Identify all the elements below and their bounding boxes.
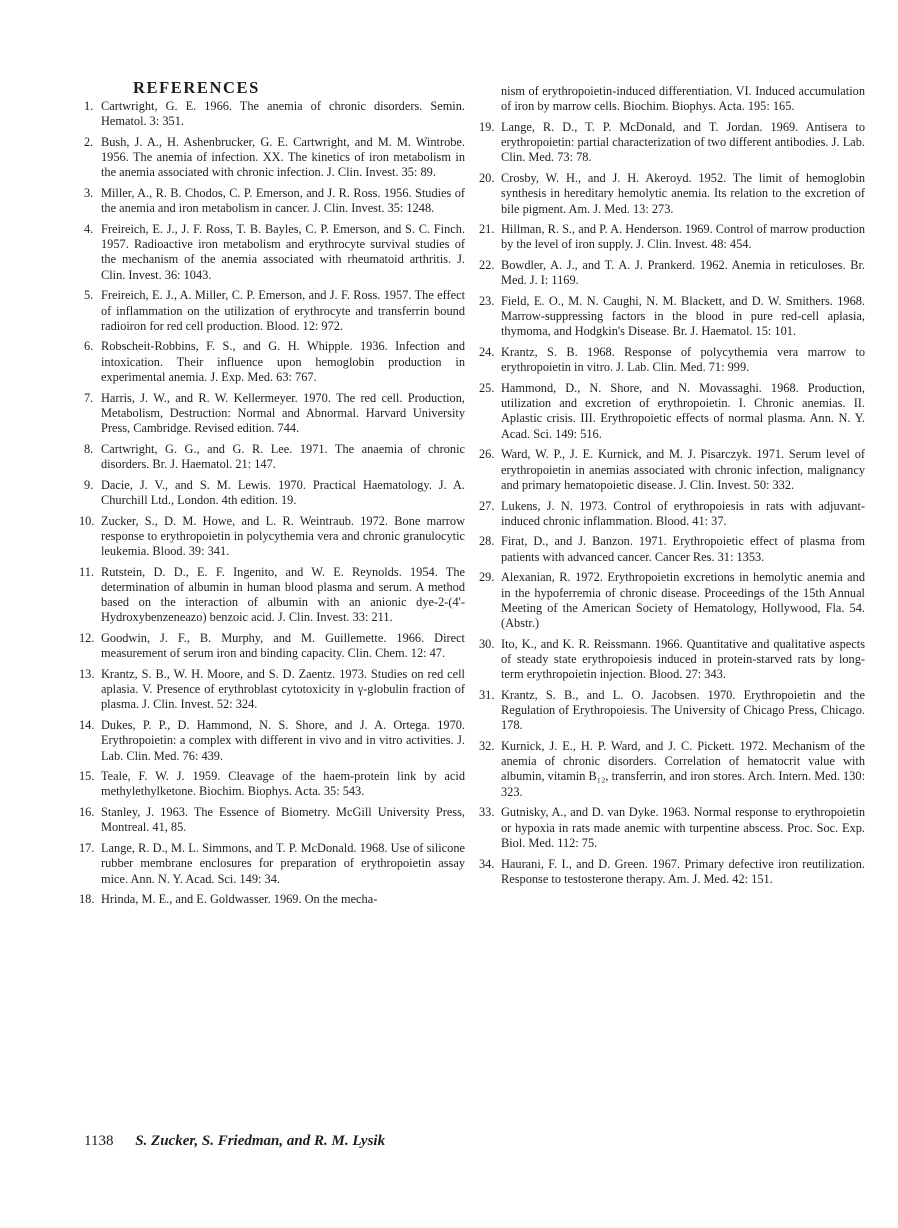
reference-text: Gutnisky, A., and D. van Dyke. 1963. Normal response to erythropoietin or hypoxia in rats made anemic with turpentine abscess. Proc. Soc. Exp. Biol. Med. 112: 75.: [501, 805, 865, 850]
reference-text: Dacie, J. V., and S. M. Lewis. 1970. Practical Haematology. J. A. Churchill Ltd., London. 4th edition. 19.: [101, 477, 465, 507]
reference-item: [479, 171, 865, 217]
reference-text: Ward, W. P., J. E. Kurnick, and M. J. Pisarczyk. 1971. Serum level of erythropoietin in anemias associated with chronic infection, malignancy and primary hematopoietic disease. J. Clin. Invest. 50: 332.: [501, 447, 865, 492]
page-number: 1138: [84, 1133, 114, 1149]
reference-text: Krantz, S. B. 1968. Response of polycythemia vera marrow to erythropoietin in vitro. J. Lab. Clin. Med. 71: 999.: [501, 345, 865, 375]
reference-number: 28.: [479, 534, 495, 549]
reference-text: Firat, D., and J. Banzon. 1971. Erythropoietic effect of plasma from patients with advanced cancer. Cancer Res. 31: 1353.: [501, 534, 865, 564]
reference-item: [479, 222, 865, 253]
reference-text: Freireich, E. J., J. F. Ross, T. B. Bayles, C. P. Emerson, and S. C. Finch. 1957. Radioactive iron metabolism and erythrocyte survival studies of the mechanism of the anemia associated with rheumatoid arthritis. J. Clin. Invest. 36: 1043.: [101, 221, 465, 282]
reference-text: Lange, R. D., T. P. McDonald, and T. Jordan. 1969. Antisera to erythropoietin: partial characterization of two different antibodies. J. Lab. Clin. Med. 73: 78.: [501, 119, 865, 165]
reference-item: [479, 258, 865, 289]
reference-number: 24.: [479, 345, 495, 360]
reference-number: 1.: [84, 99, 94, 113]
reference-text: nism of erythropoietin-induced differentiation. VI. Induced accumulation of iron by marrow cells. Biochim. Biophys. Acta. 195: 165.: [501, 84, 865, 114]
reference-item: [84, 391, 465, 437]
reference-text: Rutstein, D. D., E. F. Ingenito, and W. E. Reynolds. 1954. The determination of albumin in human blood plasma and serum. A method based on the interaction of albumin with an anionic dye-2-(4'-Hydroxybenzeneazo) benzoic acid. J. Clin. Invest. 33: 211.: [101, 564, 465, 625]
reference-number: 33.: [479, 805, 495, 820]
reference-item: [79, 805, 465, 836]
reference-item: [84, 288, 465, 334]
reference-text: Lukens, J. N. 1973. Control of erythropoiesis in rats with adjuvant-induced chronic inflammation. Blood. 41: 37.: [501, 498, 865, 528]
reference-number: 5.: [84, 288, 94, 303]
reference-text: Robscheit-Robbins, F. S., and G. H. Whipple. 1936. Infection and intoxication. Their influence upon hemoglobin production in experimental anemia. J. Exp. Med. 63: 767.: [101, 339, 465, 384]
reference-item: [79, 513, 465, 560]
reference-text: Krantz, S. B., W. H. Moore, and S. D. Zaentz. 1973. Studies on red cell aplasia. V. Presence of erythroblast cytotoxicity in γ-globulin fraction of plasma. J. Clin. Invest. 52: 324.: [101, 666, 465, 712]
references-heading: REFERENCES: [133, 78, 260, 97]
reference-text: Haurani, F. I., and D. Green. 1967. Primary defective iron reutilization. Response to testosterone therapy. Am. J. Med. 42: 151.: [501, 856, 865, 886]
reference-item: [479, 534, 865, 565]
reference-text: Cartwright, G. E. 1966. The anemia of chronic disorders. Semin. Hematol. 3: 351.: [101, 99, 465, 129]
reference-item: [479, 498, 865, 530]
reference-item: [479, 293, 865, 340]
reference-item: [479, 119, 865, 166]
reference-number: 7.: [84, 390, 94, 405]
reference-item: [479, 380, 865, 442]
reference-number: 15.: [79, 769, 95, 784]
reference-text: Miller, A., R. B. Chodos, C. P. Emerson, and J. R. Ross. 1956. Studies of the anemia and iron metabolism in cancer. J. Clin. Invest. 35: 1248.: [101, 186, 465, 216]
reference-text: Bush, J. A., H. Ashenbrucker, G. E. Cartwright, and M. M. Wintrobe. 1956. The anemia of infection. XX. The kinetics of iron metabolism in the anemia associated with chronic infection. J. Clin. Invest. 35: 89.: [101, 134, 465, 180]
reference-text: Cartwright, G. G., and G. R. Lee. 1971. The anaemia of chronic disorders. Br. J. Haematol. 21: 147.: [101, 441, 465, 471]
running-authors: S. Zucker, S. Friedman, and R. M. Lysik: [135, 1133, 386, 1149]
reference-continuation: [484, 84, 865, 115]
reference-text: Ito, K., and K. R. Reissmann. 1966. Quantitative and qualitative aspects of steady state erythropoiesis induced in protein-starved rats by long-term erythropoietin injection. Blood. 27: 343.: [501, 636, 865, 682]
reference-number: 12.: [79, 631, 95, 646]
reference-item: [79, 841, 465, 887]
reference-number: 22.: [479, 258, 495, 273]
reference-item: [84, 186, 465, 217]
reference-number: 8.: [84, 441, 94, 456]
reference-text: Teale, F. W. J. 1959. Cleavage of the haem-protein link by acid methylethylketone. Biochim. Biophys. Acta. 35: 543.: [101, 769, 465, 799]
reference-item: [479, 805, 865, 851]
reference-number: 10.: [79, 513, 95, 528]
reference-item: [84, 339, 465, 385]
reference-item: [84, 442, 465, 473]
reference-number: 29.: [479, 570, 495, 585]
reference-number: 3.: [84, 186, 94, 201]
reference-item: [79, 769, 465, 800]
reference-number: 9.: [84, 477, 94, 492]
reference-number: 30.: [479, 636, 495, 651]
reference-number: 17.: [79, 841, 95, 855]
reference-number: 31.: [479, 687, 495, 702]
reference-text: Bowdler, A. J., and T. A. J. Prankerd. 1962. Anemia in reticuloses. Br. Med. J. I: 1169.: [501, 258, 865, 288]
reference-text: Dukes, P. P., D. Hammond, N. S. Shore, and J. A. Ortega. 1970. Erythropoietin: a complex with different in vivo and in vitro activities. J. Lab. Clin. Med. 76: 439.: [101, 718, 465, 763]
reference-number: 25.: [479, 380, 495, 395]
reference-text: Lange, R. D., M. L. Simmons, and T. P. McDonald. 1968. Use of silicone rubber membrane enclosures for preparation of erythropoietin assay mice. Ann. N. Y. Acad. Sci. 149: 34.: [101, 841, 465, 886]
reference-item: [79, 564, 465, 626]
reference-item: [479, 636, 865, 683]
reference-text: Goodwin, J. F., B. Murphy, and M. Guillemette. 1966. Direct measurement of serum iron and binding capacity. Clin. Chem. 12: 47.: [101, 631, 465, 661]
reference-text: Hammond, D., N. Shore, and N. Movassaghi. 1968. Production, utilization and excretion of erythropoietin. I. Chronic anemias. II. Aplastic crisis. III. Erythropoietic effects of normal plasma. Ann. N. Y. Acad. Sci. 149: 516.: [501, 380, 865, 441]
reference-text: Kurnick, J. E., H. P. Ward, and J. C. Pickett. 1972. Mechanism of the anemia of chronic disorders. Correlation of hematocrit value with albumin, vitamin B₁₂, transferrin, and iron stores. Arch. Intern. Med. 130: 323.: [501, 738, 865, 799]
reference-item: [479, 345, 865, 376]
reference-number: 13.: [79, 666, 95, 681]
reference-item: [84, 135, 465, 181]
reference-text: Field, E. O., M. N. Caughi, N. M. Blackett, and D. W. Smithers. 1968. Marrow-suppressing factors in the blood in pure red-cell aplasia, thymoma, and Hodgkin's Disease. Br. J. Haematol. 15: 101.: [501, 293, 865, 339]
reference-item: [479, 570, 865, 631]
reference-number: 19.: [479, 119, 495, 134]
references-left-column: [79, 99, 465, 913]
reference-text: Krantz, S. B., and L. O. Jacobsen. 1970. Erythropoietin and the Regulation of Erythropoiesis. The University of Chicago Press, Chicago. 178.: [501, 687, 865, 733]
reference-number: 34.: [479, 856, 495, 871]
reference-number: 27.: [479, 498, 495, 513]
reference-number: 14.: [79, 718, 95, 733]
reference-item: [479, 447, 865, 493]
references-right-column: [479, 84, 865, 892]
reference-number: 6.: [84, 339, 94, 354]
reference-number: 26.: [479, 447, 495, 462]
reference-number: 2.: [84, 134, 94, 149]
reference-number: 4.: [84, 221, 94, 236]
reference-text: Crosby, W. H., and J. H. Akeroyd. 1952. The limit of hemoglobin synthesis in hereditary hemolytic anemia. Its relation to the excretion of bile pigment. Am. J. Med. 13: 273.: [501, 171, 865, 216]
reference-item: [479, 687, 865, 734]
reference-item: [79, 666, 465, 713]
reference-item: [479, 856, 865, 888]
reference-text: Stanley, J. 1963. The Essence of Biometry. McGill University Press, Montreal. 41, 85.: [101, 805, 465, 835]
reference-text: Freireich, E. J., A. Miller, C. P. Emerson, and J. F. Ross. 1957. The effect of inflammation on the utilization of erythrocyte and transferrin bound radioiron for red cell production. Blood. 12: 972.: [101, 288, 465, 333]
reference-item: [79, 892, 465, 907]
reference-item: [79, 631, 465, 662]
reference-number: 11.: [79, 564, 94, 579]
reference-item: [84, 222, 465, 283]
reference-item: [79, 718, 465, 764]
reference-item: [84, 478, 465, 509]
reference-text: Zucker, S., D. M. Howe, and L. R. Weintraub. 1972. Bone marrow response to erythropoietin in polycythemia vera and chronic granulocytic leukemia. Blood. 39: 341.: [101, 513, 465, 559]
reference-number: 21.: [479, 222, 495, 237]
reference-number: 20.: [479, 171, 495, 186]
page-footer: [84, 1133, 385, 1150]
reference-text: Hillman, R. S., and P. A. Henderson. 1969. Control of marrow production by the level of iron supply. J. Clin. Invest. 48: 454.: [501, 222, 865, 252]
reference-item: [84, 99, 465, 130]
reference-number: 16.: [79, 805, 95, 820]
reference-number: 23.: [479, 293, 495, 308]
reference-number: 18.: [79, 892, 95, 907]
reference-text: Alexanian, R. 1972. Erythropoietin excretions in hemolytic anemia and in the hypoferremia of chronic disease. Proceedings of the 15th Annual Meeting of the American Society of Hematology, Hollywood, Fla. 54. (Abstr.): [501, 570, 865, 631]
reference-number: 32.: [479, 738, 495, 753]
reference-item: [479, 738, 865, 800]
reference-text: Harris, J. W., and R. W. Kellermeyer. 1970. The red cell. Production, Metabolism, Destruction: Normal and Abnormal. Harvard University Press, Cambridge. Revised edition. 744.: [101, 390, 465, 436]
reference-text: Hrinda, M. E., and E. Goldwasser. 1969. On the mecha-: [101, 892, 378, 907]
